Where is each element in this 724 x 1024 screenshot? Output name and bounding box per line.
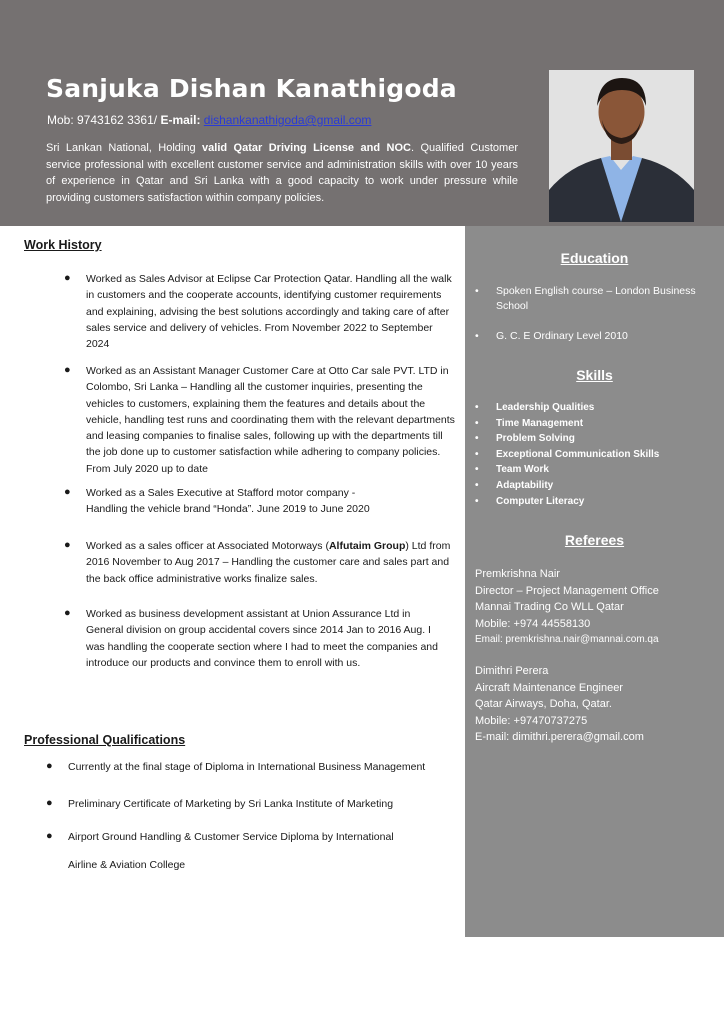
referee-email: E-mail: dimithri.perera@gmail.com bbox=[475, 731, 644, 743]
work-text-cont: ) Ltd from 2016 November to Aug 2017 – Handling the customer care and sales part and the back office administrative works finalize sales. bbox=[86, 540, 451, 585]
bullet-icon: ● bbox=[64, 272, 71, 284]
referee-role: Director – Project Management Office bbox=[475, 584, 659, 597]
skills-heading: Skills bbox=[576, 367, 613, 383]
list-item: • Team Work bbox=[475, 462, 659, 478]
list-item: • Spoken English course – London Business School bbox=[475, 284, 706, 314]
list-item: • Computer Literacy bbox=[475, 494, 659, 510]
profile-summary bbox=[46, 140, 518, 206]
referee-name: Premkrishna Nair bbox=[475, 568, 560, 580]
list-item: • Adaptability bbox=[475, 478, 659, 494]
list-item: • Exceptional Communication Skills bbox=[475, 447, 659, 463]
mobile-number: Mob: 9743162 3361/ bbox=[47, 113, 161, 127]
bullet-icon: ● bbox=[46, 797, 53, 809]
bullet-icon: ● bbox=[64, 364, 71, 376]
work-item: Worked as business development assistant at Union Assurance Ltd in General division on group accidental covers since 2014 Jan to 2016 Aug. I was handling the cooperate section where I had to meet the companies and introduce our products and convince them to enroll with us. bbox=[86, 608, 438, 669]
work-history-heading: Work History bbox=[24, 238, 102, 252]
candidate-name: Sanjuka Dishan Kanathigoda bbox=[46, 74, 457, 103]
referee-email: Email: premkrishna.nair@mannai.com.qa bbox=[475, 634, 659, 645]
list-item: • G. C. E Ordinary Level 2010 bbox=[475, 329, 706, 344]
referee-company: Mannai Trading Co WLL Qatar bbox=[475, 601, 624, 613]
skills-list bbox=[475, 400, 659, 509]
referee-1 bbox=[475, 566, 659, 649]
bullet-icon: ● bbox=[64, 539, 71, 551]
education-heading: Education bbox=[560, 250, 629, 266]
summary-text: Sri Lankan National, Holding bbox=[46, 142, 203, 154]
qualification-item: Currently at the final stage of Diploma in International Business Management bbox=[68, 761, 426, 773]
qualifications-heading: Professional Qualifications bbox=[24, 733, 186, 747]
list-item: • Problem Solving bbox=[475, 431, 659, 447]
bullet-icon: ● bbox=[64, 607, 71, 619]
referee-role: Aircraft Maintenance Engineer bbox=[475, 681, 623, 694]
referee-name: Dimithri Perera bbox=[475, 665, 549, 677]
work-item: Worked as a Sales Executive at Stafford motor company - Handling the vehicle brand “Honda”. June 2019 to June 2020 bbox=[86, 487, 370, 516]
referee-mobile: Mobile: +974 44558130 bbox=[475, 617, 591, 630]
list-item: • Leadership Qualities bbox=[475, 400, 659, 416]
work-text-bold: Alfutaim Group bbox=[328, 540, 406, 552]
education-list bbox=[475, 284, 706, 359]
work-item bbox=[86, 538, 451, 587]
referees-heading: Referees bbox=[564, 532, 625, 548]
bullet-icon: ● bbox=[64, 486, 71, 498]
referee-mobile: Mobile: +97470737275 bbox=[475, 714, 588, 727]
bullet-icon: ● bbox=[46, 760, 53, 772]
summary-text-cont: . Qualified Customer service professional with excellent customer service and administration skills with over 10 years of experience in Qatar and Sri Lanka with a good capacity to work under pressure while providing customers satisfaction within company policies. bbox=[46, 142, 518, 204]
email-link[interactable]: dishankanathigoda@gmail.com bbox=[203, 113, 372, 127]
work-text: Worked as a sales officer at Associated Motorways ( bbox=[86, 540, 329, 552]
referee-company: Qatar Airways, Doha, Qatar. bbox=[475, 698, 612, 710]
qualification-item: Airport Ground Handling & Customer Service Diploma by International bbox=[68, 831, 394, 843]
profile-photo bbox=[549, 70, 694, 222]
summary-highlight: valid Qatar Driving License and NOC bbox=[202, 142, 411, 154]
work-item: Worked as an Assistant Manager Customer Care at Otto Car sale PVT. LTD in Colombo, Sri Lanka – Handling all the customer inquiries, presenting the vehicles to customers, explaining them the features and details about the vehicle, handling test runs and coordinating them with the relevant departments and leasing companies to finalise sales, following up with the departments till the job done up to customer satisfaction while adhering to company policies. From July 2020 up to date bbox=[86, 365, 455, 475]
qualification-item-cont: Airline & Aviation College bbox=[68, 859, 186, 871]
work-item: Worked as Sales Advisor at Eclipse Car Protection Qatar. Handling all the walk in customers and the cooperate accounts, identifying customer requirements and explaining, advising the best solutions accordingly and taking care of after sales service and delivery of vehicles. From November 2022 to September 2024 bbox=[86, 273, 452, 351]
email-label: E-mail: bbox=[160, 113, 201, 127]
qualification-item: Preliminary Certificate of Marketing by Sri Lanka Institute of Marketing bbox=[68, 798, 394, 810]
sidebar bbox=[465, 226, 724, 937]
bullet-icon: ● bbox=[46, 830, 53, 842]
contact-line bbox=[47, 113, 371, 127]
list-item: • Time Management bbox=[475, 416, 659, 432]
referee-2 bbox=[475, 663, 644, 746]
